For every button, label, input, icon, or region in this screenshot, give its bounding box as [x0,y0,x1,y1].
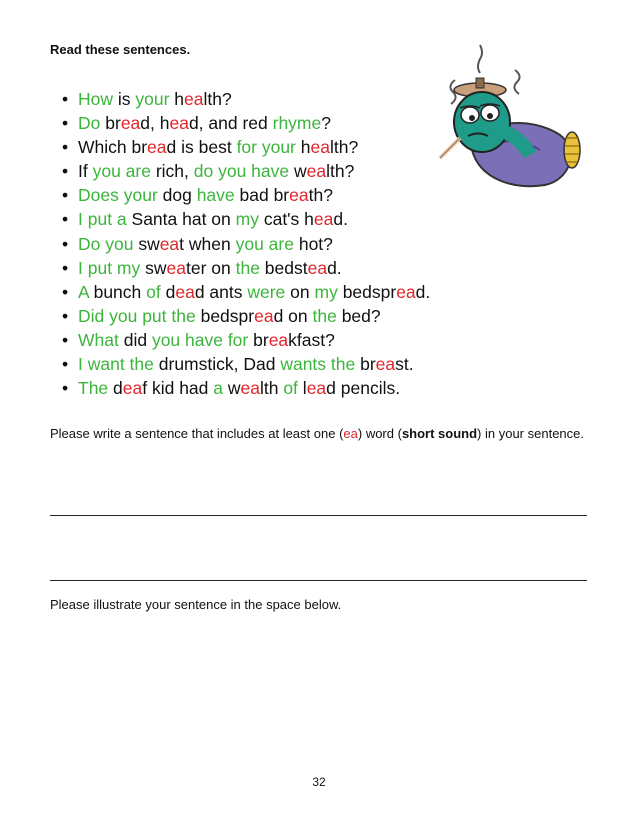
sentence-segment: the [312,305,337,326]
sentence-segment: ea [120,113,141,134]
sentence-segment: d, and red [188,113,273,134]
sentence-segment: ea [147,137,167,158]
sentence-list [62,87,430,400]
sentence-segment: ea [307,257,328,278]
writing-line-2[interactable] [50,580,587,581]
sentence-segment: Does your [78,185,158,206]
bullet-icon: • [62,305,69,326]
sentence-segment: Do [78,113,101,134]
sentence-segment: of [283,378,298,399]
sentence-segment: your [135,89,170,109]
worksheet-heading: Read these sentences. [50,42,191,57]
sentence-segment: ea [240,378,260,399]
sentence-segment: sw [133,233,160,254]
sentence-segment: ea [396,281,416,302]
prompt-text-2: ) word ( [357,426,402,441]
sentence-segment: lth [259,378,284,399]
sentence-segment: d. [327,257,342,278]
sentence-segment: cat's h [258,209,314,230]
sentence-item [62,159,430,183]
prompt-text-1: Please write a sentence that includes at least one ( [50,426,344,441]
sentence-segment: A [78,281,89,302]
sentence-segment: st. [395,354,414,375]
sentence-segment: ea [313,209,334,230]
bullet-icon: • [62,185,69,206]
sentence-segment: d. [415,281,431,302]
sentence-segment: f kid had [142,378,214,399]
sentence-segment: I want the [78,354,154,375]
sentence-item [62,328,430,352]
sentence-item [62,232,430,256]
sentence-segment: I put a [78,209,127,230]
bullet-icon: • [62,257,69,278]
sentence-segment: have [196,185,235,206]
sentence-segment: The [78,378,109,399]
prompt-bold-short-sound: short sound [401,426,478,441]
sentence-segment: Do you [78,233,134,254]
sentence-segment: I put my [78,257,141,278]
sentence-segment: ea [175,281,195,302]
sentence-item [62,87,430,111]
sentence-segment: ea [289,185,309,206]
sentence-segment: l [297,378,307,399]
sentence-segment: for your [236,137,296,158]
sentence-segment: on [285,281,315,302]
illustrate-instruction: Please illustrate your sentence in the space below. [50,597,342,612]
sentence-segment: bedspr [195,305,255,326]
sentence-segment: bad br [234,185,290,206]
sentence-segment: Which br [78,137,148,158]
sentence-segment: ? [321,113,331,134]
prompt-ea: ea [343,426,358,441]
sentence-segment: you have for [151,329,249,350]
bullet-icon: • [62,354,69,375]
sentence-segment: ea [166,257,186,278]
sentence-segment: lth? [203,89,232,109]
bullet-icon: • [62,281,69,302]
sentence-segment: ter on [185,257,236,278]
sentence-segment: my [235,209,259,230]
bullet-icon: • [62,113,69,134]
sentence-item [62,352,430,376]
sentence-segment: ea [268,329,289,350]
sentence-segment: d. [333,209,348,230]
sentence-segment: do you have [193,161,290,182]
sentence-item [62,304,430,328]
sentence-segment: How [78,89,114,109]
sentence-segment: ea [169,113,189,134]
sentence-segment: Did you put the [78,305,196,326]
sentence-segment: you are [235,233,294,254]
sentence-segment: What [78,329,119,350]
sentence-segment: bedspr [337,281,397,302]
sentence-segment: kfast? [288,329,335,350]
sentence-segment: h [169,89,185,109]
prompt-text-3: ) in your sentence. [477,426,584,441]
sentence-segment: did [118,329,152,350]
writing-line-1[interactable] [50,515,587,516]
sentence-segment: Santa hat on [126,209,236,230]
sentence-segment: t when [179,233,236,254]
sentence-item [62,207,430,231]
sentence-segment: dog [157,185,197,206]
sentence-segment: d is best [166,137,237,158]
sentence-segment: lth? [326,161,355,182]
sentence-segment: d [108,378,123,399]
sentence-segment: ea [306,378,327,399]
sentence-segment: br [355,354,376,375]
sentence-segment: ea [122,378,143,399]
sentence-segment: w [223,378,241,399]
sentence-segment: the [235,257,260,278]
sentence-segment: ea [159,233,180,254]
bullet-icon: • [62,209,69,230]
page-number: 32 [312,775,326,789]
sentence-item [62,280,430,304]
sentence-segment: d on [273,305,313,326]
sentence-segment: bunch [88,281,147,302]
sentence-segment: h [295,137,311,158]
bullet-icon: • [62,329,69,350]
sentence-segment: w [289,161,307,182]
sentence-segment: is [113,89,136,109]
sentence-item [62,135,430,159]
sentence-segment: sw [140,257,167,278]
bullet-icon: • [62,137,69,158]
sick-worm-clipart [420,40,585,190]
sentence-segment: drumstick, Dad [153,354,281,375]
sentence-segment: d ants [194,281,248,302]
sentence-segment: my [314,281,338,302]
sentence-segment: hot? [293,233,333,254]
sentence-segment: If [78,161,93,182]
sentence-segment: a [213,378,223,399]
sentence-segment: you are [92,161,151,182]
sentence-segment: ea [184,89,204,109]
sentence-segment: rich, [150,161,194,182]
sentence-segment: br [100,113,121,134]
sentence-segment: ea [254,305,274,326]
sentence-segment: d, h [140,113,170,134]
sentence-segment: th? [308,185,333,206]
bullet-icon: • [62,233,69,254]
sentence-segment: ea [310,137,330,158]
sentence-segment: rhyme [272,113,322,134]
sentence-segment: d [160,281,176,302]
sentence-item [62,183,430,207]
sentence-segment: wants the [280,354,356,375]
sentence-segment: lth? [329,137,359,158]
sentence-segment: bed? [336,305,381,326]
sentence-item [62,256,430,280]
bullet-icon: • [62,161,69,182]
sentence-item [62,376,430,400]
sentence-segment: d pencils. [326,378,401,399]
writing-prompt [50,423,590,444]
sentence-segment: of [146,281,161,302]
bullet-icon: • [62,378,69,399]
sentence-item [62,111,430,135]
sentence-segment: ea [306,161,327,182]
sentence-segment: bedst [259,257,308,278]
sentence-segment: br [248,329,269,350]
sentence-segment: were [247,281,286,302]
bullet-icon: • [62,89,69,109]
sentence-segment: ea [375,354,396,375]
